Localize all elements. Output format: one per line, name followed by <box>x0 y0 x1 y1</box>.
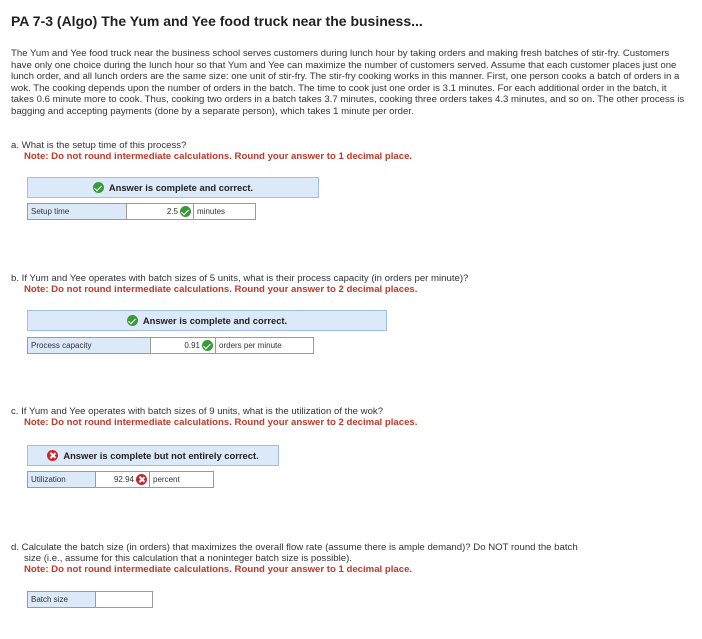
setup-time-unit: minutes <box>194 203 256 220</box>
page-title: PA 7-3 (Algo) The Yum and Yee food truck near the business... <box>11 13 423 29</box>
utilization-label: Utilization <box>27 471 96 488</box>
answer-banner-c <box>27 445 279 466</box>
check-circle-icon <box>202 340 213 351</box>
note-d: Note: Do not round intermediate calculations. Round your answer to 1 decimal place. <box>24 564 413 575</box>
problem-text: The Yum and Yee food truck near the business school serves customers during lunch hour by taking orders and making fresh batches of stir-fry. Customers have only one choice during the lunch hour so that Yum and Yee can maximize the number of customers served. Assume that each customer places just one lunch order, and all lunch orders are the same size: one unit of stir-fry. The stir-fry cooking works in this manner. First, one person cooks a batch of orders in a wok. The cooking depends upon the number of orders in the batch. The time to cook just one order is 3.1 minutes. For each additional order in the batch, it takes 0.6 minute more to cook. Thus, cooking two orders in a batch takes 3.7 minutes, cooking three orders takes 4.3 minutes, and so on. The other process is bagging and accepting payments (done by a separate person), which takes 1 minute per order. <box>11 48 685 117</box>
x-circle-icon <box>136 474 147 485</box>
question-b: b. If Yum and Yee operates with batch sizes of 5 units, what is their process capacity (in orders per minute)? <box>11 273 469 284</box>
question-a: a. What is the setup time of this process? <box>11 140 187 151</box>
utilization-input[interactable] <box>96 471 150 488</box>
setup-time-value: 2.5 <box>166 207 178 216</box>
banner-text-c: Answer is complete but not entirely correct. <box>63 450 259 461</box>
utilization-unit: percent <box>150 471 214 488</box>
question-c: c. If Yum and Yee operates with batch sizes of 9 units, what is the utilization of the wok? <box>11 406 384 417</box>
process-capacity-label: Process capacity <box>27 337 151 354</box>
batch-size-label: Batch size <box>27 591 96 608</box>
process-capacity-unit: orders per minute <box>216 337 314 354</box>
answer-row-c <box>27 471 214 488</box>
question-d-line1: d. Calculate the batch size (in orders) that maximizes the overall flow rate (assume there is ample demand)? Do NOT round the batch <box>11 542 578 553</box>
process-capacity-input[interactable] <box>151 337 216 354</box>
note-a: Note: Do not round intermediate calculations. Round your answer to 1 decimal place. <box>24 151 413 162</box>
answer-row-a <box>27 203 256 220</box>
check-circle-icon <box>93 182 104 193</box>
note-b: Note: Do not round intermediate calculations. Round your answer to 2 decimal places. <box>24 284 418 295</box>
note-c: Note: Do not round intermediate calculations. Round your answer to 2 decimal places. <box>24 417 418 428</box>
check-circle-icon <box>180 206 191 217</box>
question-d-line2: size (i.e., assume for this calculation that a noninteger batch size is possible). <box>24 553 352 564</box>
check-circle-icon <box>127 315 138 326</box>
x-circle-icon <box>47 450 58 461</box>
utilization-value: 92.94 <box>113 475 134 484</box>
banner-text-a: Answer is complete and correct. <box>108 182 254 193</box>
answer-row-d <box>27 591 153 608</box>
answer-banner-a <box>27 177 319 198</box>
setup-time-label: Setup time <box>27 203 127 220</box>
batch-size-input[interactable] <box>96 591 153 608</box>
answer-row-b <box>27 337 314 354</box>
answer-banner-b <box>27 310 387 331</box>
setup-time-input[interactable] <box>127 203 194 220</box>
process-capacity-value: 0.91 <box>184 341 200 350</box>
banner-text-b: Answer is complete and correct. <box>142 315 288 326</box>
